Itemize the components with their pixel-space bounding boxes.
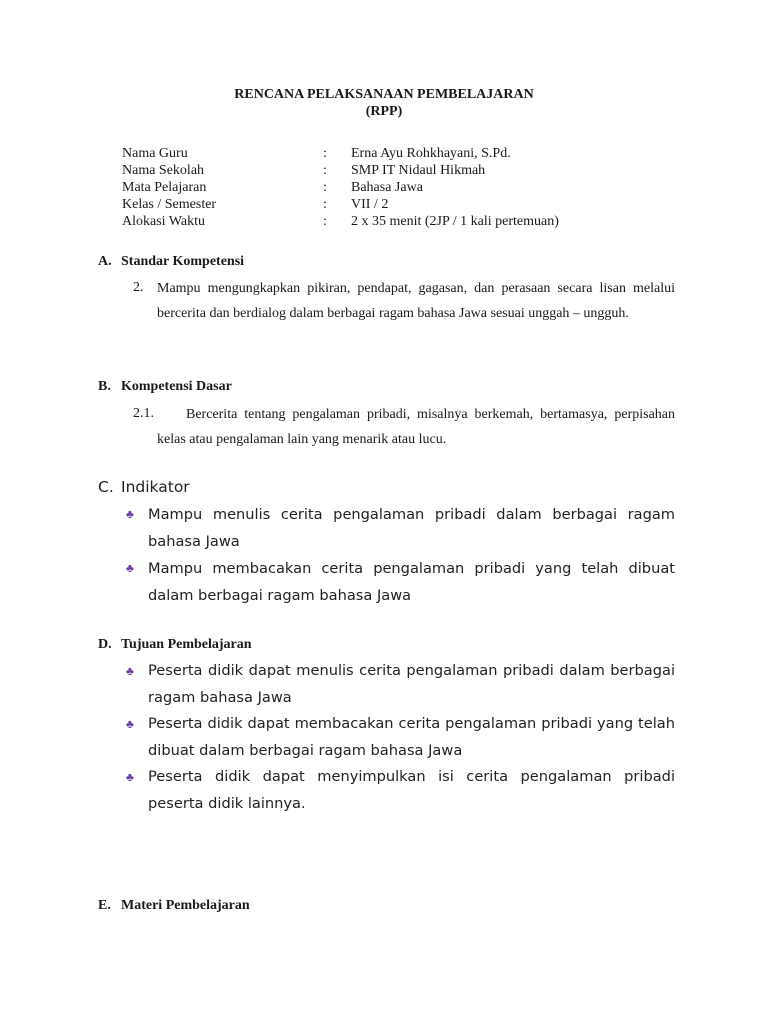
info-value: Erna Ayu Rohkhayani, S.Pd. xyxy=(351,146,511,161)
info-label: Kelas / Semester xyxy=(122,197,217,212)
section-b-number: 2.1. xyxy=(133,406,154,421)
info-value: SMP IT Nidaul Hikmah xyxy=(351,163,486,178)
indicator-item: Mampu menulis cerita pengalaman pribadi dalam berbagai ragam bahasa Jawa xyxy=(148,506,675,550)
section-a-letter: A. xyxy=(98,254,112,269)
info-label: Mata Pelajaran xyxy=(122,180,207,195)
club-bullet-icon: ♣ xyxy=(126,561,134,575)
club-bullet-icon: ♣ xyxy=(126,717,134,731)
document-subtitle: (RPP) xyxy=(365,104,403,119)
objective-item: Peserta didik dapat menyimpulkan isi cerita pengalaman pribadi peserta didik lainnya. xyxy=(148,768,675,812)
club-bullet-icon: ♣ xyxy=(126,770,134,784)
club-bullet-icon: ♣ xyxy=(126,664,134,678)
section-e-heading: Materi Pembelajaran xyxy=(121,898,250,913)
section-c-letter: C. xyxy=(98,478,114,496)
section-d-letter: D. xyxy=(98,637,112,652)
info-sep: : xyxy=(323,197,327,212)
info-sep: : xyxy=(323,146,327,161)
section-a-text: Mampu mengungkapkan pikiran, pendapat, gagasan, dan perasaan secara lisan melalui bercerita dan berdialog dalam berbagai ragam bahasa Jawa sesuai unggah – ungguh. xyxy=(157,281,675,321)
info-sep: : xyxy=(323,214,327,229)
section-c-heading: Indikator xyxy=(121,478,190,496)
info-value: Bahasa Jawa xyxy=(351,180,423,195)
objective-item: Peserta didik dapat membacakan cerita pengalaman pribadi yang telah dibuat dalam berbagai ragam bahasa Jawa xyxy=(148,715,675,759)
info-value: VII / 2 xyxy=(351,197,389,212)
objective-item: Peserta didik dapat menulis cerita pengalaman pribadi dalam berbagai ragam bahasa Jawa xyxy=(148,662,675,706)
section-b-text: Bercerita tentang pengalaman pribadi, misalnya berkemah, bertamasya, perpisahan kelas atau pengalaman lain yang menarik atau lucu. xyxy=(157,407,675,447)
section-b-letter: B. xyxy=(98,379,111,394)
info-sep: : xyxy=(323,163,327,178)
info-sep: : xyxy=(323,180,327,195)
section-a-heading: Standar Kompetensi xyxy=(121,254,245,269)
document-title: RENCANA PELAKSANAAN PEMBELAJARAN xyxy=(234,87,534,102)
indicator-item: Mampu membacakan cerita pengalaman pribadi yang telah dibuat dalam berbagai ragam bahasa Jawa xyxy=(148,560,675,604)
info-label: Nama Sekolah xyxy=(122,163,205,178)
section-d-heading: Tujuan Pembelajaran xyxy=(121,637,252,652)
club-bullet-icon: ♣ xyxy=(126,507,134,521)
info-value: 2 x 35 menit (2JP / 1 kali pertemuan) xyxy=(351,214,559,229)
section-b-heading: Kompetensi Dasar xyxy=(121,379,232,394)
info-label: Nama Guru xyxy=(122,146,188,161)
section-a-number: 2. xyxy=(133,280,144,295)
info-label: Alokasi Waktu xyxy=(122,214,205,229)
section-e-letter: E. xyxy=(98,898,111,913)
